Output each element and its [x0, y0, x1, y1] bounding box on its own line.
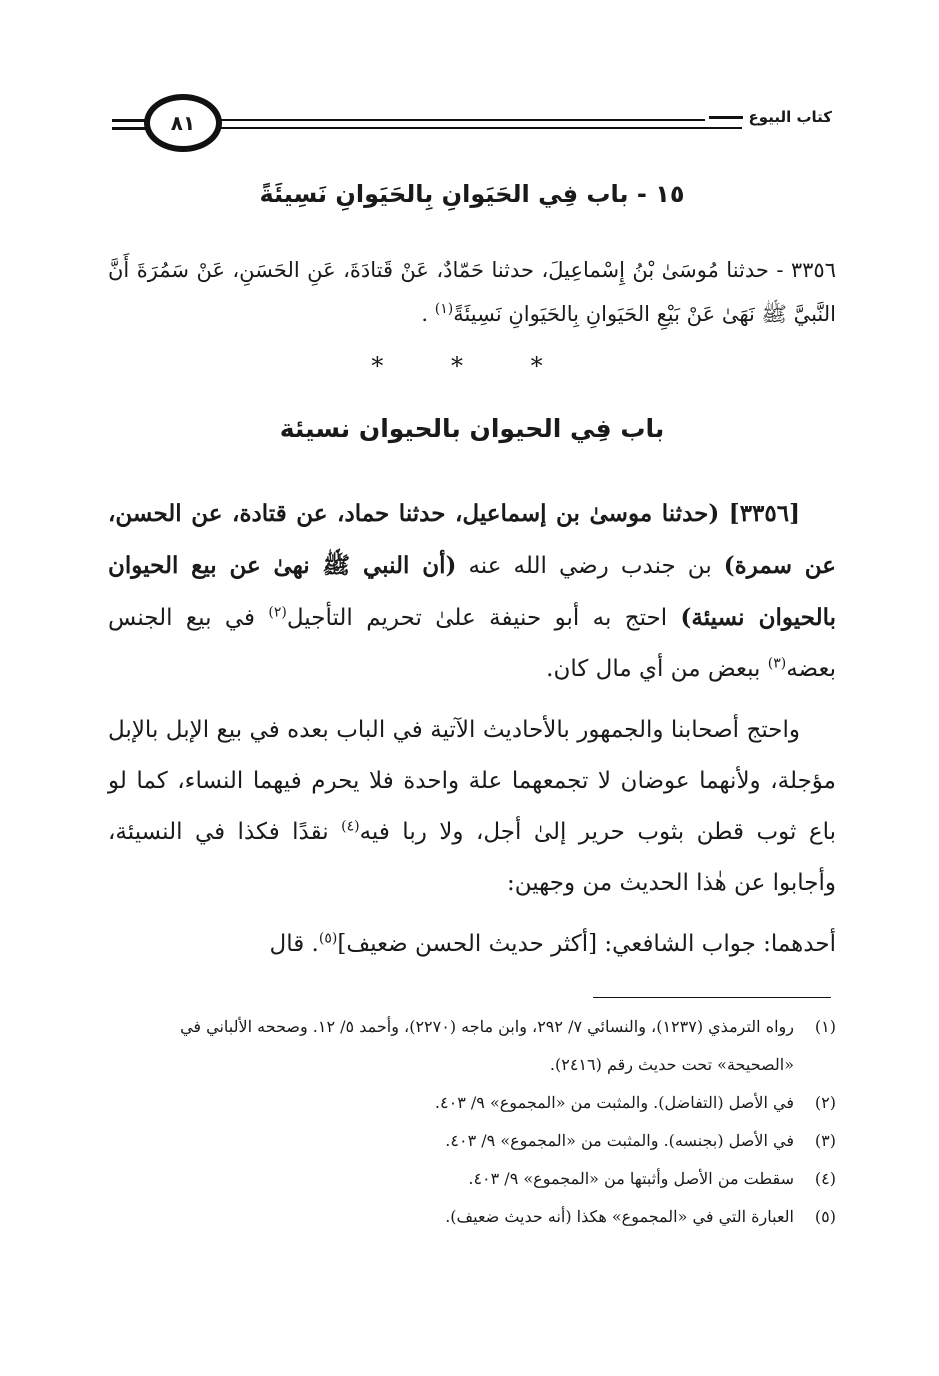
- header-rule: [112, 119, 146, 122]
- section-separator: * * *: [371, 352, 573, 380]
- commentary-text: أحدهما: جواب الشافعي: [أكثر حديث الحسن ضعيف]: [337, 931, 836, 957]
- commentary-text: واحتج أصحابنا والجمهور بالأحاديث الآتية في الباب بعده في بيع الإبل بالإبل مؤجلة، ولأنهما عوضان لا تجمعهما علة واحدة فلا يحرم فيهما النساء، كما لو باع ثوب قطن بثوب حرير إلىٰ أجل، ولا ربا فيه: [108, 717, 836, 845]
- title-dash: [709, 116, 743, 119]
- header-rule: [218, 127, 742, 129]
- footnote-text: العبارة التي في «المجموع» هكذا (أنه حديث ضعيف).: [445, 1207, 794, 1226]
- footnote-number: (٥): [814, 1207, 836, 1226]
- footnote: [108, 1160, 836, 1198]
- commentary-paragraph: [108, 488, 836, 695]
- commentary-body: [108, 488, 836, 980]
- header-rule: [112, 127, 146, 130]
- footnote-text: في الأصل (التفاضل). والمثبت من «المجموع» ٩/ ٤٠٣.: [434, 1093, 794, 1112]
- footnote: [108, 1122, 836, 1160]
- commentary-text: احتج به أبو حنيفة علىٰ تحريم التأجيل: [286, 605, 681, 631]
- commentary-text: بن جندب رضي الله عنه: [456, 553, 724, 579]
- footnote-text: رواه الترمذي (١٢٣٧)، والنسائي ٧/ ٢٩٢، وابن ماجه (٢٢٧٠)، وأحمد ٥/ ١٢. وصححه الألباني في «الصحيحة» تحت حديث رقم (٢٤١٦).: [180, 1017, 794, 1074]
- footnote-ref: (٤): [341, 818, 360, 835]
- hadith-text: [108, 248, 836, 336]
- commentary-text: . قال: [269, 931, 319, 957]
- footnote-number: (٢): [814, 1093, 836, 1112]
- hadith-chapter-title: ١٥ - باب فِي الحَيَوانِ بِالحَيَوانِ نَسِيئَةً: [259, 180, 685, 208]
- commentary-paragraph: [108, 919, 836, 970]
- footnote-ref: (٥): [318, 930, 338, 947]
- footnotes: [108, 1008, 836, 1236]
- commentary-paragraph: [108, 705, 836, 909]
- footnote: [108, 1008, 836, 1084]
- commentary-text: في بيع الجنس بعضه: [108, 605, 836, 682]
- footnote-ref: (٢): [268, 604, 287, 621]
- page-number: ٨١: [144, 94, 222, 152]
- running-title-text: كتاب البيوع: [748, 108, 832, 126]
- header-rule: [218, 119, 742, 121]
- footnote-ref: (١): [434, 301, 454, 317]
- commentary-title: باب فِي الحيوان بالحيوان نسيئة: [279, 414, 665, 443]
- footnote: [108, 1198, 836, 1236]
- commentary-text: نقدًا فكذا في النسيئة، وأجابوا عن هٰذا الحديث من وجهين:: [108, 819, 836, 896]
- footnote-text: سقطت من الأصل وأثبتها من «المجموع» ٩/ ٤٠٣.: [468, 1169, 794, 1188]
- quoted-text: [٣٣٥٦] (حدثنا موسىٰ بن إسماعيل، حدثنا حماد، عن قتادة، عن الحسن، عن سمرة): [108, 500, 836, 579]
- footnote-number: (١): [814, 1017, 836, 1036]
- hadith-line-end: .: [421, 302, 435, 326]
- running-title: [705, 108, 836, 126]
- footnote-number: (٤): [814, 1169, 836, 1188]
- hadith-line: سَمُرَةَ أَنَّ النَّبيَّ ﷺ نَهَىٰ عَنْ بَيْعِ الحَيَوانِ بِالحَيَوانِ نَسِيئَةً: [108, 258, 836, 326]
- quoted-text: (أن النبي ﷺ نهىٰ عن بيع الحيوان بالحيوان نسيئة): [108, 552, 836, 631]
- hadith-line: ٣٣٥٦ - حدثنا مُوسَىٰ بْنُ إِسْماعِيلَ، حدثنا حَمّادٌ، عَنْ قَتادَةَ، عَنِ الحَسَنِ، عَنْ: [196, 258, 836, 282]
- footnote: [108, 1084, 836, 1122]
- footnote-text: في الأصل (بجنسه). والمثبت من «المجموع» ٩/ ٤٠٣.: [445, 1131, 794, 1150]
- page-header: [108, 88, 836, 158]
- footnote-number: (٣): [814, 1131, 836, 1150]
- footnote-ref: (٣): [767, 655, 787, 672]
- commentary-text: ببعض من أي مال كان.: [546, 656, 768, 682]
- footnote-divider: [593, 997, 831, 998]
